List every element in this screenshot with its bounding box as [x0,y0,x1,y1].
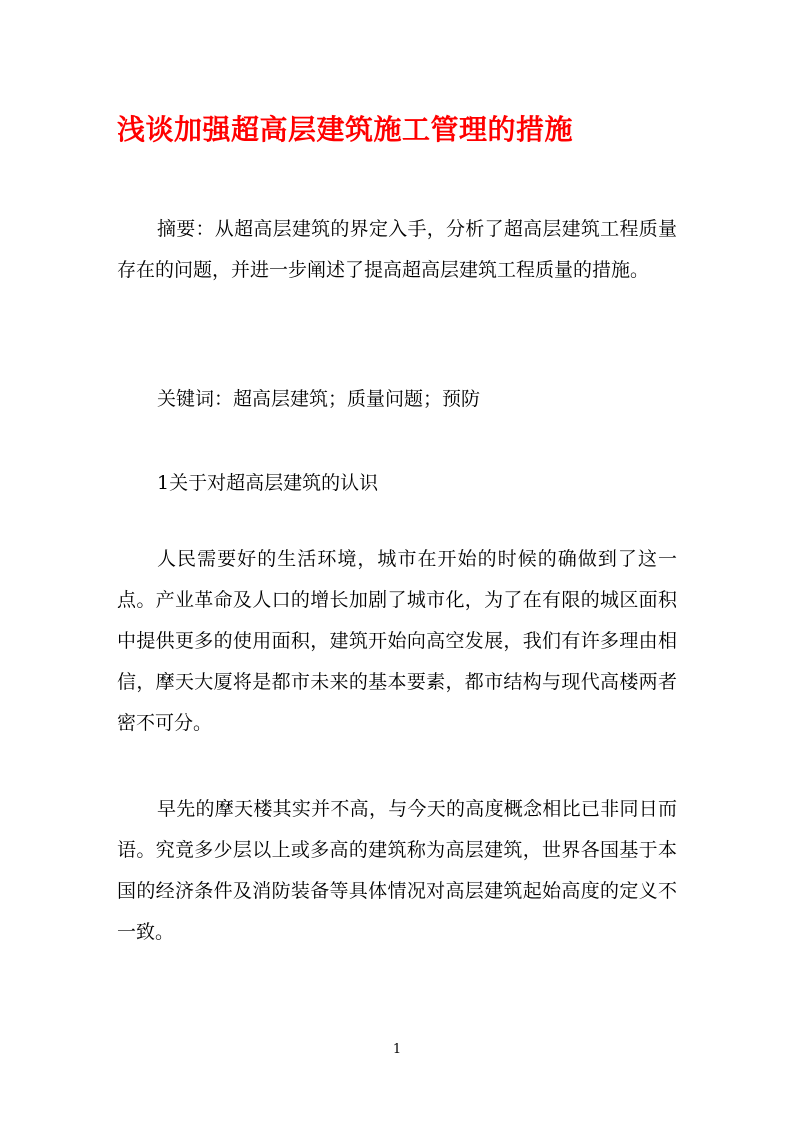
section-heading: 1关于对超高层建筑的认识 [157,472,379,494]
abstract-paragraph: 摘要：从超高层建筑的界定入手，分析了超高层建筑工程质量存在的问题，并进一步阐述了提高超高层建筑工程质量的措施。 [117,218,677,281]
keywords-paragraph: 关键词：超高层建筑；质量问题；预防 [157,388,481,410]
page-number: 1 [392,1042,402,1057]
document-title: 浅谈加强超高层建筑施工管理的措施 [117,113,574,146]
body-paragraph: 早先的摩天楼其实并不高，与今天的高度概念相比已非同日而语。究竟多少层以上或多高的建筑称为高层建筑，世界各国基于本国的经济条件及消防装备等具体情况对高层建筑起始高度的定义不一致。 [117,798,677,943]
body-paragraph: 人民需要好的生活环境，城市在开始的时候的确做到了这一点。产业革命及人口的增长加剧了城市化，为了在有限的城区面积中提供更多的使用面积，建筑开始向高空发展，我们有许多理由相信，摩天大厦将是都市未来的基本要素，都市结构与现代高楼两者密不可分。 [117,548,677,734]
